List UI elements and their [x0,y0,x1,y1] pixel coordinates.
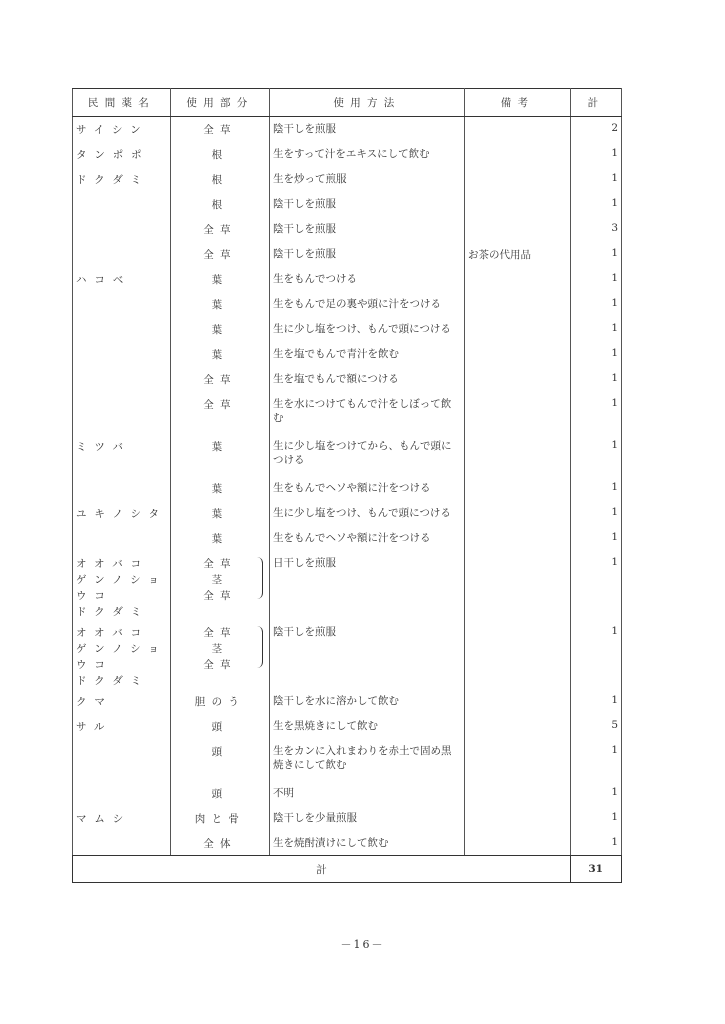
usage-method: 陰干しを煎服 [270,117,465,142]
part-used: 根 [171,192,270,217]
table-row [73,192,622,217]
part-used: 葉 [171,526,270,551]
remarks [465,476,571,501]
part-used: 全草 [171,242,270,267]
header-usage-method: 使用方法 [270,89,465,117]
usage-method: 生に少し塩をつけ、もんで頭につける [270,317,465,342]
usage-method: 日干しを煎服 [270,551,465,620]
count: 2 [571,117,622,142]
count: 1 [571,831,622,856]
header-medicine-name: 民間薬名 [73,89,171,117]
table-row [73,342,622,367]
table-row [73,367,622,392]
count: 1 [571,806,622,831]
table-row [73,739,622,781]
count: 1 [571,620,622,689]
table-row [73,242,622,267]
count: 1 [571,317,622,342]
header-part-used: 使用部分 [171,89,270,117]
remarks [465,434,571,476]
part-used: 全草 [203,658,237,671]
medicine-name: マムシ [73,806,171,831]
medicine-name: ゲンノショウコ [76,573,167,602]
medicine-name: ドクダミ [76,674,150,687]
remarks: お茶の代用品 [465,242,571,267]
remarks [465,117,571,142]
part-used: 全草 [203,626,237,639]
count: 1 [571,739,622,781]
table-row [73,476,622,501]
part-used-cell [171,620,270,689]
usage-method: 生をすって汁をエキスにして飲む [270,142,465,167]
usage-method: 生をもんでヘソや額に汁をつける [270,526,465,551]
part-used: 頭 [171,739,270,781]
table-row [73,551,622,620]
usage-method: 生を焼酎漬けにして飲む [270,831,465,856]
remarks [465,317,571,342]
part-used: 頭 [171,714,270,739]
part-used: 全草 [171,217,270,242]
usage-method: 不明 [270,781,465,806]
curly-brace [256,626,263,668]
part-used: 葉 [171,317,270,342]
count: 1 [571,781,622,806]
table-row [73,217,622,242]
count: 1 [571,476,622,501]
part-used: 全草 [171,392,270,434]
table-row [73,434,622,476]
table-body [73,117,622,856]
count: 1 [571,392,622,434]
remarks [465,689,571,714]
medicine-name-cell [73,551,171,620]
table-row [73,806,622,831]
medicine-name [73,831,171,856]
table-row [73,117,622,142]
curly-brace [256,557,263,599]
medicine-name [73,217,171,242]
part-used: 全体 [171,831,270,856]
medicine-name: ドクダミ [76,605,150,618]
header-remarks: 備考 [465,89,571,117]
part-used: 胆のう [171,689,270,714]
part-used: 葉 [171,342,270,367]
usage-method: 陰干しを煎服 [270,620,465,689]
medicine-name: ゲンノショウコ [76,642,167,671]
medicine-name [73,292,171,317]
medicine-name [73,392,171,434]
remarks [465,806,571,831]
count: 1 [571,689,622,714]
medicine-name: タンポポ [73,142,171,167]
part-used: 葉 [171,476,270,501]
count: 1 [571,367,622,392]
usage-method: 生に少し塩をつけてから、もんで頭につける [270,434,465,476]
part-used: 根 [171,167,270,192]
table-row [73,620,622,689]
medicine-name: ハコベ [73,267,171,292]
table-row [73,167,622,192]
count: 1 [571,434,622,476]
usage-method: 生を黒焼きにして飲む [270,714,465,739]
usage-method: 生をもんでつける [270,267,465,292]
part-used: 茎 [211,642,229,655]
part-used: 根 [171,142,270,167]
medicine-name [73,739,171,781]
usage-method: 生を水につけてもんで汁をしぼって飲む [270,392,465,434]
total-value: 31 [571,856,622,883]
part-used: 全草 [171,117,270,142]
medicine-name: ユキノシタ [73,501,171,526]
folk-medicine-table [72,88,622,883]
remarks [465,526,571,551]
count: 1 [571,292,622,317]
part-used: 葉 [171,434,270,476]
remarks [465,292,571,317]
table-row [73,501,622,526]
medicine-name [73,781,171,806]
remarks [465,739,571,781]
remarks [465,217,571,242]
count: 1 [571,526,622,551]
remarks [465,501,571,526]
medicine-name [73,242,171,267]
count: 1 [571,142,622,167]
table-row [73,317,622,342]
table-row [73,267,622,292]
table-row [73,392,622,434]
table-header-row [73,89,622,117]
usage-method: 陰干しを煎服 [270,217,465,242]
remarks [465,167,571,192]
remarks [465,831,571,856]
count: 5 [571,714,622,739]
remarks [465,551,571,620]
count: 1 [571,267,622,292]
remarks [465,367,571,392]
part-used-cell [171,551,270,620]
usage-method: 生を塩でもんで青汁を飲む [270,342,465,367]
table-row [73,526,622,551]
medicine-name [73,526,171,551]
remarks [465,620,571,689]
count: 3 [571,217,622,242]
part-used: 全草 [171,367,270,392]
medicine-name: サル [73,714,171,739]
usage-method: 生に少し塩をつけ、もんで頭につける [270,501,465,526]
count: 1 [571,551,622,620]
usage-method: 生を塩でもんで額につける [270,367,465,392]
medicine-name [73,367,171,392]
table-row [73,292,622,317]
count: 1 [571,167,622,192]
part-used: 肉と骨 [171,806,270,831]
usage-method: 陰干しを少量煎服 [270,806,465,831]
part-used: 葉 [171,501,270,526]
count: 1 [571,342,622,367]
total-label: 計 [73,856,571,883]
count: 1 [571,242,622,267]
page-number: －16－ [340,938,385,951]
usage-method: 生をカンに入れまわりを赤土で固め黒焼きにして飲む [270,739,465,781]
table-row [73,714,622,739]
usage-method: 生を炒って煎服 [270,167,465,192]
usage-method: 陰干しを煎服 [270,242,465,267]
header-count: 計 [571,89,622,117]
count: 1 [571,501,622,526]
remarks [465,192,571,217]
count: 1 [571,192,622,217]
part-used: 頭 [171,781,270,806]
remarks [465,392,571,434]
part-used: 全草 [203,557,237,570]
medicine-name [73,342,171,367]
table-row [73,781,622,806]
medicine-name: ミツバ [73,434,171,476]
usage-method: 生をもんでヘソや額に汁をつける [270,476,465,501]
table-row [73,689,622,714]
medicine-name: ドクダミ [73,167,171,192]
remarks [465,781,571,806]
remarks [465,267,571,292]
usage-method: 陰干しを水に溶かして飲む [270,689,465,714]
remarks [465,142,571,167]
remarks [465,342,571,367]
part-used: 茎 [211,573,229,586]
usage-method: 生をもんで足の裏や頭に汁をつける [270,292,465,317]
table-row [73,142,622,167]
table-row [73,831,622,856]
medicine-name [73,192,171,217]
medicine-name: オオバコ [76,557,149,570]
medicine-name-cell [73,620,171,689]
part-used: 葉 [171,292,270,317]
medicine-name: サイシン [73,117,171,142]
medicine-name [73,317,171,342]
part-used: 全草 [203,589,237,602]
part-used: 葉 [171,267,270,292]
medicine-name: オオバコ [76,626,149,639]
total-row [73,856,622,883]
remarks [465,714,571,739]
medicine-name: クマ [73,689,171,714]
medicine-name [73,476,171,501]
usage-method: 陰干しを煎服 [270,192,465,217]
